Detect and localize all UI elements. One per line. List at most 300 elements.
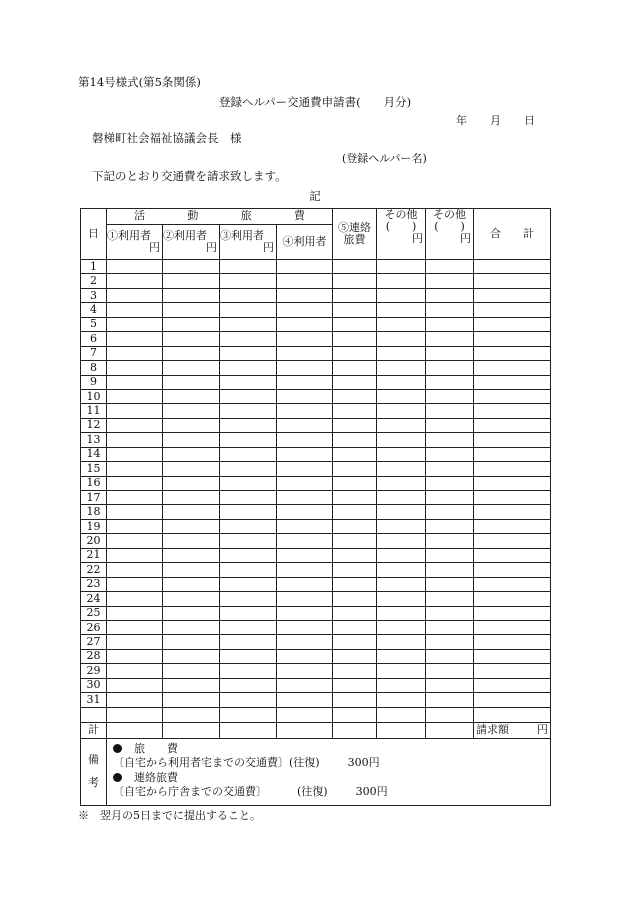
amount-cell[interactable] xyxy=(333,418,377,432)
amount-cell[interactable] xyxy=(333,476,377,490)
day-number: 2 xyxy=(81,274,107,288)
amount-cell[interactable] xyxy=(220,678,277,692)
amount-cell[interactable] xyxy=(277,418,333,432)
amount-cell[interactable] xyxy=(107,534,163,548)
amount-cell[interactable] xyxy=(474,361,551,375)
amount-cell[interactable] xyxy=(163,534,220,548)
amount-cell[interactable] xyxy=(277,592,333,606)
amount-cell[interactable] xyxy=(377,447,426,461)
user2-header xyxy=(163,225,220,260)
amount-cell[interactable] xyxy=(163,447,220,461)
amount-cell[interactable] xyxy=(474,620,551,634)
amount-cell[interactable] xyxy=(107,462,163,476)
amount-cell[interactable] xyxy=(107,592,163,606)
amount-cell[interactable] xyxy=(107,260,163,274)
amount-cell[interactable] xyxy=(163,491,220,505)
amount-cell[interactable] xyxy=(377,332,426,346)
amount-cell[interactable] xyxy=(163,288,220,302)
amount-cell[interactable] xyxy=(426,505,474,519)
amount-cell[interactable] xyxy=(277,491,333,505)
amount-cell[interactable] xyxy=(277,693,333,707)
amount-cell[interactable] xyxy=(277,404,333,418)
amount-cell[interactable] xyxy=(163,548,220,562)
other-paren: ( ) xyxy=(434,220,465,234)
amount-cell[interactable] xyxy=(107,404,163,418)
amount-cell[interactable] xyxy=(220,317,277,331)
day-rows xyxy=(81,260,551,708)
day-number: 12 xyxy=(81,418,107,432)
amount-cell[interactable] xyxy=(333,260,377,274)
amount-cell[interactable] xyxy=(107,433,163,447)
amount-cell[interactable] xyxy=(220,433,277,447)
amount-cell[interactable] xyxy=(474,693,551,707)
amount-cell[interactable] xyxy=(220,649,277,663)
amount-cell[interactable] xyxy=(220,260,277,274)
day-row xyxy=(81,635,551,649)
amount-cell[interactable] xyxy=(220,404,277,418)
intro-text: 下記のとおり交通費を請求致します。 xyxy=(92,169,287,183)
amount-cell[interactable] xyxy=(426,317,474,331)
amount-cell[interactable] xyxy=(107,606,163,620)
day-row xyxy=(81,389,551,403)
amount-cell[interactable] xyxy=(377,664,426,678)
amount-cell[interactable] xyxy=(426,418,474,432)
remarks-detail-1 xyxy=(113,757,544,772)
amount-cell[interactable] xyxy=(474,476,551,490)
day-number: 10 xyxy=(81,389,107,403)
amount-cell[interactable] xyxy=(474,678,551,692)
day-number: 24 xyxy=(81,592,107,606)
amount-cell[interactable] xyxy=(333,577,377,591)
amount-cell[interactable] xyxy=(163,375,220,389)
user1-header xyxy=(107,225,163,260)
amount-cell[interactable] xyxy=(426,649,474,663)
amount-cell[interactable] xyxy=(107,519,163,533)
amount-cell[interactable] xyxy=(333,678,377,692)
page-title: 登録ヘルパー交通費申請書( 月分) xyxy=(218,95,412,109)
amount-cell[interactable] xyxy=(277,375,333,389)
day-number: 6 xyxy=(81,332,107,346)
amount-cell[interactable] xyxy=(220,534,277,548)
amount-cell[interactable] xyxy=(333,389,377,403)
amount-cell[interactable] xyxy=(277,606,333,620)
amount-cell[interactable] xyxy=(377,418,426,432)
amount-cell[interactable] xyxy=(333,664,377,678)
amount-cell[interactable] xyxy=(220,620,277,634)
amount-cell[interactable] xyxy=(426,389,474,403)
amount-cell[interactable] xyxy=(163,332,220,346)
amount-cell[interactable] xyxy=(107,418,163,432)
amount-cell[interactable] xyxy=(377,375,426,389)
amount-cell[interactable] xyxy=(333,274,377,288)
amount-cell[interactable] xyxy=(107,375,163,389)
amount-cell[interactable] xyxy=(107,548,163,562)
amount-cell[interactable] xyxy=(333,635,377,649)
amount-cell[interactable] xyxy=(107,505,163,519)
amount-cell[interactable] xyxy=(163,577,220,591)
amount-cell[interactable] xyxy=(220,577,277,591)
amount-cell[interactable] xyxy=(474,534,551,548)
amount-cell[interactable] xyxy=(377,649,426,663)
yen-unit: 円 xyxy=(412,232,423,246)
yen-unit: 円 xyxy=(263,241,274,254)
amount-cell[interactable] xyxy=(277,274,333,288)
amount-cell[interactable] xyxy=(377,577,426,591)
amount-cell[interactable] xyxy=(474,592,551,606)
amount-cell[interactable] xyxy=(163,260,220,274)
amount-cell[interactable] xyxy=(333,332,377,346)
amount-cell[interactable] xyxy=(377,260,426,274)
yen-unit: 円 xyxy=(206,241,217,254)
amount-cell[interactable] xyxy=(426,678,474,692)
amount-cell[interactable] xyxy=(426,519,474,533)
amount-cell[interactable] xyxy=(277,649,333,663)
amount-cell[interactable] xyxy=(277,548,333,562)
amount-cell[interactable] xyxy=(333,563,377,577)
amount-cell[interactable] xyxy=(277,534,333,548)
amount-cell[interactable] xyxy=(107,664,163,678)
amount-cell[interactable] xyxy=(220,288,277,302)
amount-cell[interactable] xyxy=(333,620,377,634)
amount-cell[interactable] xyxy=(426,433,474,447)
day-number: 8 xyxy=(81,361,107,375)
amount-cell[interactable] xyxy=(163,462,220,476)
amount-cell[interactable] xyxy=(220,303,277,317)
day-row xyxy=(81,620,551,634)
amount-cell[interactable] xyxy=(426,534,474,548)
amount-cell[interactable] xyxy=(474,519,551,533)
amount-cell[interactable] xyxy=(333,303,377,317)
amount-cell[interactable] xyxy=(474,563,551,577)
amount-cell[interactable] xyxy=(333,592,377,606)
amount-cell[interactable] xyxy=(333,361,377,375)
amount-cell[interactable] xyxy=(426,577,474,591)
amount-cell[interactable] xyxy=(474,260,551,274)
amount-cell[interactable] xyxy=(107,389,163,403)
amount-cell[interactable] xyxy=(333,433,377,447)
amount-cell[interactable] xyxy=(474,274,551,288)
amount-cell[interactable] xyxy=(474,433,551,447)
amount-cell[interactable] xyxy=(377,693,426,707)
amount-cell[interactable] xyxy=(107,563,163,577)
amount-cell[interactable] xyxy=(277,519,333,533)
amount-cell[interactable] xyxy=(377,491,426,505)
amount-cell[interactable] xyxy=(220,519,277,533)
amount-cell[interactable] xyxy=(426,288,474,302)
amount-cell[interactable] xyxy=(377,346,426,360)
amount-cell[interactable] xyxy=(277,317,333,331)
amount-cell[interactable] xyxy=(426,260,474,274)
activity-char: 動 xyxy=(187,209,199,223)
amount-cell[interactable] xyxy=(474,649,551,663)
day-number: 16 xyxy=(81,476,107,490)
amount-cell[interactable] xyxy=(220,592,277,606)
amount-cell[interactable] xyxy=(277,577,333,591)
amount-cell[interactable] xyxy=(107,447,163,461)
amount-cell[interactable] xyxy=(163,635,220,649)
amount-cell[interactable] xyxy=(333,317,377,331)
amount-cell[interactable] xyxy=(474,505,551,519)
amount-cell[interactable] xyxy=(333,693,377,707)
amount-cell[interactable] xyxy=(474,664,551,678)
amount-cell[interactable] xyxy=(377,592,426,606)
amount-cell[interactable] xyxy=(474,577,551,591)
amount-cell[interactable] xyxy=(426,476,474,490)
amount-cell[interactable] xyxy=(377,317,426,331)
amount-cell[interactable] xyxy=(426,548,474,562)
amount-cell[interactable] xyxy=(107,491,163,505)
date-line xyxy=(456,112,534,128)
yen-unit: 円 xyxy=(149,241,160,254)
amount-cell[interactable] xyxy=(220,548,277,562)
amount-cell[interactable] xyxy=(426,620,474,634)
amount-cell[interactable] xyxy=(220,491,277,505)
amount-cell[interactable] xyxy=(163,519,220,533)
amount-cell[interactable] xyxy=(277,664,333,678)
amount-cell[interactable] xyxy=(426,491,474,505)
amount-cell[interactable] xyxy=(474,346,551,360)
amount-cell[interactable] xyxy=(377,389,426,403)
amount-cell[interactable] xyxy=(377,288,426,302)
remarks-detail-text: 〔自宅から利用者宅までの交通費〕(往復) xyxy=(113,756,320,770)
day-row xyxy=(81,519,551,533)
amount-cell[interactable] xyxy=(107,303,163,317)
amount-cell[interactable] xyxy=(426,346,474,360)
amount-cell[interactable] xyxy=(474,447,551,461)
amount-cell[interactable] xyxy=(333,548,377,562)
remarks-row xyxy=(81,738,551,805)
amount-cell[interactable] xyxy=(426,375,474,389)
day-number: 19 xyxy=(81,519,107,533)
amount-cell[interactable] xyxy=(333,375,377,389)
amount-cell[interactable] xyxy=(377,548,426,562)
amount-cell[interactable] xyxy=(377,606,426,620)
day-row xyxy=(81,577,551,591)
amount-cell[interactable] xyxy=(107,288,163,302)
amount-cell[interactable] xyxy=(220,693,277,707)
amount-cell[interactable] xyxy=(107,332,163,346)
amount-cell[interactable] xyxy=(163,664,220,678)
amount-cell[interactable] xyxy=(220,346,277,360)
amount-cell[interactable] xyxy=(163,505,220,519)
amount-cell[interactable] xyxy=(474,317,551,331)
amount-cell[interactable] xyxy=(163,317,220,331)
amount-cell[interactable] xyxy=(163,361,220,375)
remarks-body xyxy=(107,738,551,805)
amount-cell[interactable] xyxy=(377,620,426,634)
amount-cell[interactable] xyxy=(163,693,220,707)
amount-cell[interactable] xyxy=(377,404,426,418)
amount-cell[interactable] xyxy=(377,534,426,548)
amount-cell[interactable] xyxy=(277,332,333,346)
user-label: ③利用者 xyxy=(220,228,264,242)
amount-cell[interactable] xyxy=(377,274,426,288)
amount-cell[interactable] xyxy=(474,389,551,403)
amount-cell[interactable] xyxy=(163,606,220,620)
amount-cell[interactable] xyxy=(474,635,551,649)
amount-cell[interactable] xyxy=(377,635,426,649)
amount-cell[interactable] xyxy=(426,332,474,346)
amount-cell[interactable] xyxy=(377,563,426,577)
amount-cell[interactable] xyxy=(426,404,474,418)
amount-cell[interactable] xyxy=(107,346,163,360)
amount-cell[interactable] xyxy=(107,317,163,331)
amount-cell[interactable] xyxy=(277,288,333,302)
amount-cell[interactable] xyxy=(220,447,277,461)
amount-cell[interactable] xyxy=(220,635,277,649)
activity-char: 費 xyxy=(293,209,305,223)
amount-cell[interactable] xyxy=(220,389,277,403)
amount-cell[interactable] xyxy=(277,563,333,577)
amount-cell[interactable] xyxy=(333,505,377,519)
amount-cell[interactable] xyxy=(220,361,277,375)
amount-cell[interactable] xyxy=(163,433,220,447)
amount-cell[interactable] xyxy=(220,332,277,346)
amount-cell[interactable] xyxy=(474,332,551,346)
day-header: 日 xyxy=(81,209,107,260)
amount-cell[interactable] xyxy=(377,519,426,533)
activity-char: 活 xyxy=(134,209,146,223)
amount-cell[interactable] xyxy=(220,563,277,577)
amount-cell[interactable] xyxy=(220,375,277,389)
amount-cell[interactable] xyxy=(333,404,377,418)
form-number: 第14号様式(第5条関係) xyxy=(78,75,201,89)
amount-cell[interactable] xyxy=(333,462,377,476)
amount-cell[interactable] xyxy=(107,476,163,490)
amount-cell[interactable] xyxy=(163,620,220,634)
amount-cell[interactable] xyxy=(333,491,377,505)
amount-cell[interactable] xyxy=(277,361,333,375)
amount-cell[interactable] xyxy=(107,649,163,663)
other-paren: ( ) xyxy=(385,220,417,234)
amount-cell[interactable] xyxy=(163,274,220,288)
day-number: 21 xyxy=(81,548,107,562)
amount-cell[interactable] xyxy=(474,491,551,505)
amount-cell[interactable] xyxy=(163,476,220,490)
activity-char: 旅 xyxy=(240,209,252,223)
amount-cell[interactable] xyxy=(333,346,377,360)
amount-cell[interactable] xyxy=(474,418,551,432)
amount-cell[interactable] xyxy=(474,303,551,317)
amount-cell[interactable] xyxy=(474,288,551,302)
amount-cell[interactable] xyxy=(163,389,220,403)
amount-cell[interactable] xyxy=(277,346,333,360)
amount-cell[interactable] xyxy=(277,678,333,692)
amount-cell[interactable] xyxy=(163,418,220,432)
amount-cell[interactable] xyxy=(163,303,220,317)
amount-cell[interactable] xyxy=(426,592,474,606)
amount-cell[interactable] xyxy=(426,563,474,577)
amount-cell[interactable] xyxy=(474,548,551,562)
day-label: 日 xyxy=(524,114,535,127)
day-row xyxy=(81,664,551,678)
submission-note: ※ 翌月の5日までに提出すること。 xyxy=(78,809,261,822)
amount-cell[interactable] xyxy=(377,505,426,519)
day-row xyxy=(81,592,551,606)
amount-cell[interactable] xyxy=(333,519,377,533)
amount-cell[interactable] xyxy=(377,433,426,447)
amount-cell[interactable] xyxy=(277,260,333,274)
amount-cell[interactable] xyxy=(377,462,426,476)
amount-cell[interactable] xyxy=(277,476,333,490)
amount-cell[interactable] xyxy=(107,620,163,634)
day-row xyxy=(81,375,551,389)
day-row xyxy=(81,491,551,505)
amount-cell[interactable] xyxy=(426,635,474,649)
day-row xyxy=(81,563,551,577)
amount-cell[interactable] xyxy=(474,606,551,620)
amount-cell[interactable] xyxy=(333,447,377,461)
amount-cell[interactable] xyxy=(220,664,277,678)
day-row xyxy=(81,447,551,461)
day-number: 15 xyxy=(81,462,107,476)
amount-cell[interactable] xyxy=(220,505,277,519)
amount-cell[interactable] xyxy=(377,361,426,375)
amount-cell[interactable] xyxy=(426,361,474,375)
amount-cell[interactable] xyxy=(377,303,426,317)
amount-cell[interactable] xyxy=(474,462,551,476)
amount-cell[interactable] xyxy=(163,678,220,692)
amount-cell[interactable] xyxy=(426,606,474,620)
amount-cell[interactable] xyxy=(277,433,333,447)
amount-cell[interactable] xyxy=(220,606,277,620)
day-number: 20 xyxy=(81,534,107,548)
amount-cell[interactable] xyxy=(107,577,163,591)
amount-cell[interactable] xyxy=(277,635,333,649)
amount-cell[interactable] xyxy=(474,375,551,389)
amount-cell[interactable] xyxy=(426,462,474,476)
amount-cell[interactable] xyxy=(163,592,220,606)
amount-cell[interactable] xyxy=(277,505,333,519)
amount-cell[interactable] xyxy=(333,606,377,620)
amount-cell[interactable] xyxy=(277,462,333,476)
amount-cell[interactable] xyxy=(107,635,163,649)
amount-cell[interactable] xyxy=(333,649,377,663)
amount-cell[interactable] xyxy=(107,693,163,707)
amount-cell[interactable] xyxy=(220,476,277,490)
amount-cell[interactable] xyxy=(107,361,163,375)
amount-cell[interactable] xyxy=(163,404,220,418)
amount-cell[interactable] xyxy=(426,664,474,678)
amount-cell[interactable] xyxy=(277,303,333,317)
amount-cell[interactable] xyxy=(426,303,474,317)
amount-cell[interactable] xyxy=(163,563,220,577)
amount-cell[interactable] xyxy=(426,447,474,461)
amount-cell[interactable] xyxy=(377,476,426,490)
amount-cell[interactable] xyxy=(277,389,333,403)
amount-cell[interactable] xyxy=(220,274,277,288)
amount-cell[interactable] xyxy=(426,693,474,707)
amount-cell[interactable] xyxy=(220,462,277,476)
remarks-heading-text: 旅 費 xyxy=(134,741,178,755)
amount-cell[interactable] xyxy=(107,274,163,288)
day-row xyxy=(81,303,551,317)
amount-cell[interactable] xyxy=(220,418,277,432)
amount-cell[interactable] xyxy=(277,620,333,634)
amount-cell[interactable] xyxy=(474,404,551,418)
amount-cell[interactable] xyxy=(163,649,220,663)
amount-cell[interactable] xyxy=(333,534,377,548)
amount-cell[interactable] xyxy=(426,274,474,288)
day-row xyxy=(81,317,551,331)
day-number: 5 xyxy=(81,317,107,331)
amount-cell[interactable] xyxy=(107,678,163,692)
amount-cell[interactable] xyxy=(163,346,220,360)
amount-cell[interactable] xyxy=(333,288,377,302)
amount-cell[interactable] xyxy=(277,447,333,461)
amount-cell[interactable] xyxy=(377,678,426,692)
bullet-icon xyxy=(113,744,122,753)
